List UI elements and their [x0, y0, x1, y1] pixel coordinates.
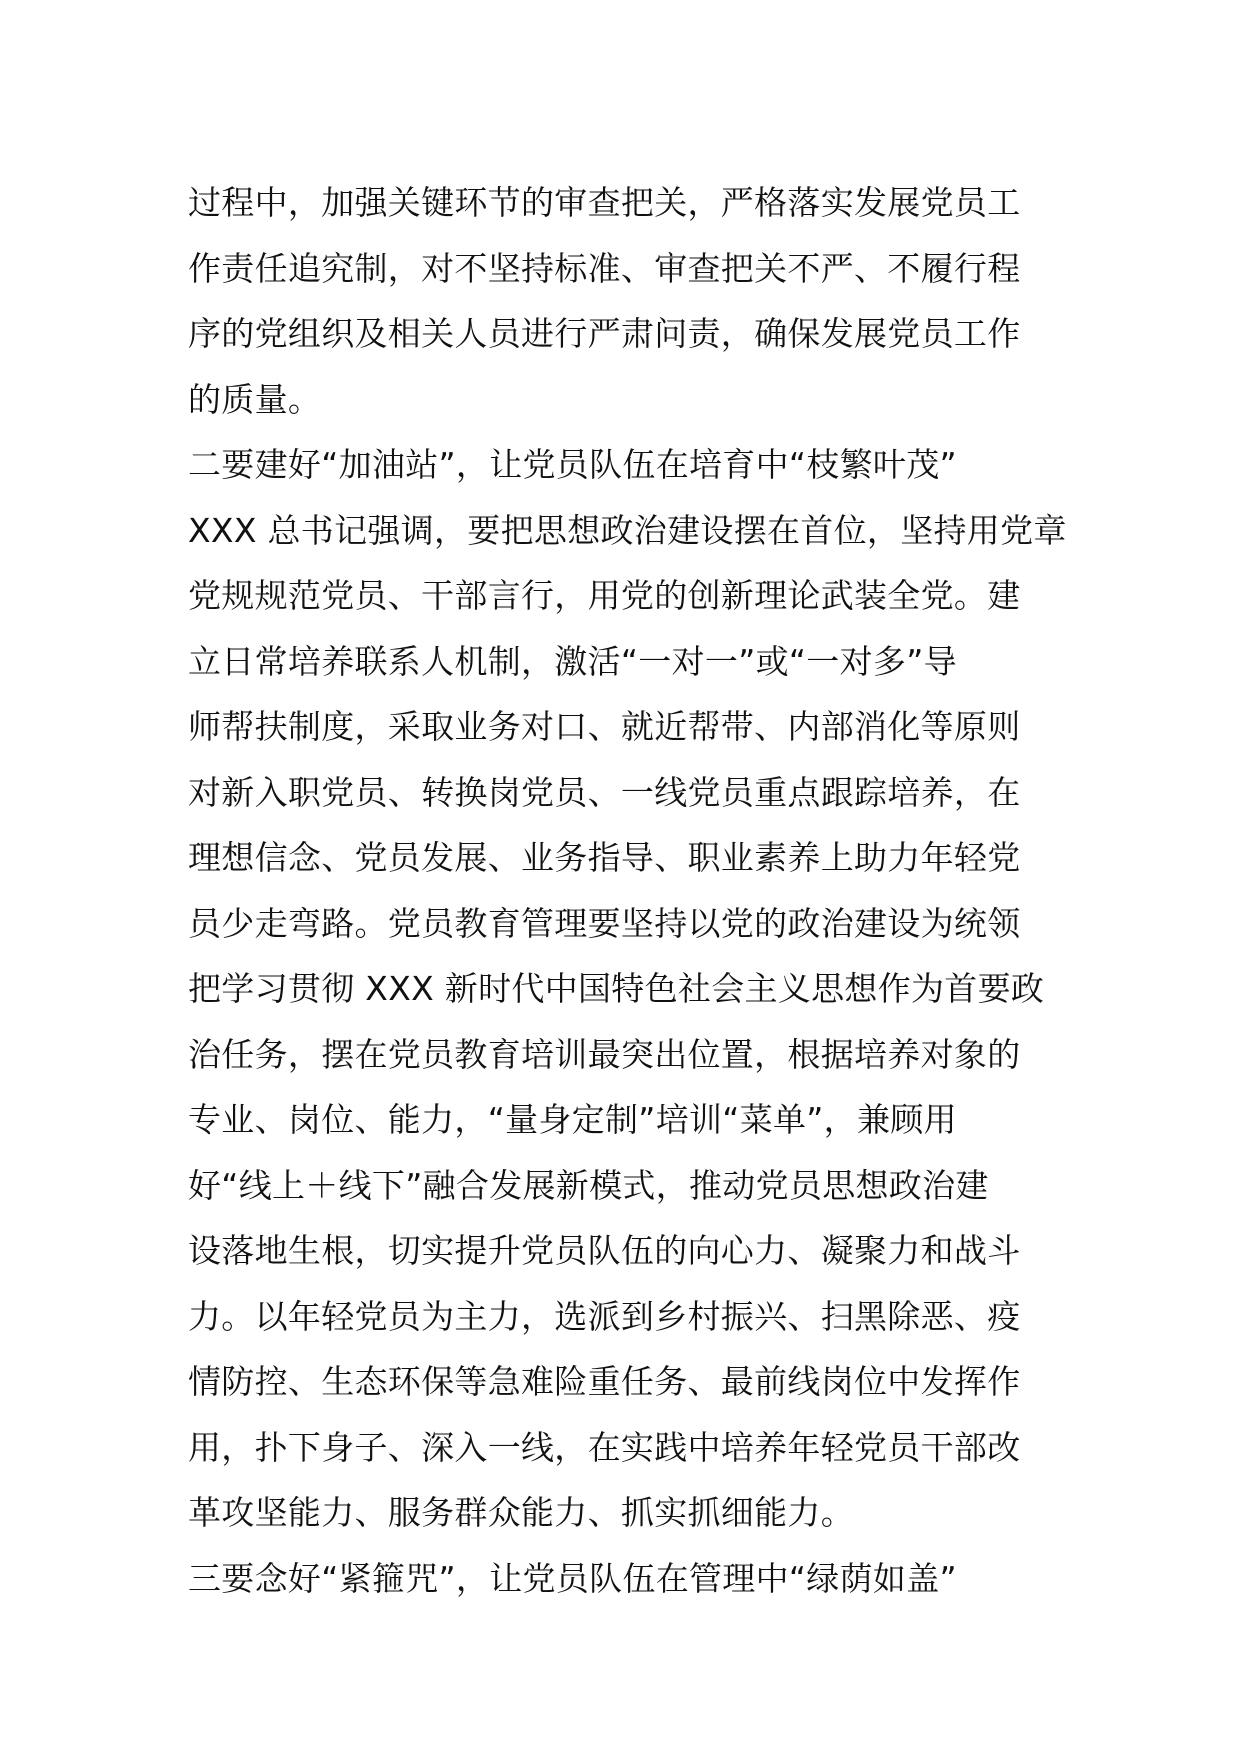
body-text — [188, 170, 1067, 1611]
text-line: 立日常培养联系人机制，激活“一对一”或“一对多”导 — [188, 641, 957, 681]
text-line: 用，扑下身子、深入一线，在实践中培养年轻党员干部改 — [188, 1427, 1021, 1467]
text-line: 情防控、生态环保等急难险重任务、最前线岗位中发挥作 — [188, 1362, 1021, 1401]
text-line: 设落地生根，切实提升党员队伍的向心力、凝聚力和战斗 — [188, 1231, 1021, 1270]
text-line: 作责任追究制，对不坚持标准、审查把关不严、不履行程 — [188, 248, 1021, 288]
text-line: 对新入职党员、转换岗党员、一线党员重点跟踪培养，在 — [188, 772, 1021, 812]
text-line: 理想信念、党员发展、业务指导、职业素养上助力年轻党 — [188, 838, 1021, 877]
text-line: 序的党组织及相关人员进行严肃问责，确保发展党员工作 — [188, 314, 1021, 353]
text-line: XXX 总书记强调，要把思想政治建设摆在首位，坚持用党章 — [188, 510, 1067, 550]
text-line: 好“线上＋线下”融合发展新模式，推动党员思想政治建 — [188, 1165, 989, 1205]
section-heading-3: 三要念好“紧箍咒”，让党员队伍在管理中“绿荫如盖” — [188, 1558, 957, 1598]
text-line: 治任务，摆在党员教育培训最突出位置，根据培养对象的 — [188, 1034, 1021, 1074]
text-line: 力。以年轻党员为主力，选派到乡村振兴、扫黑除恶、疫 — [188, 1296, 1021, 1336]
text-line: 师帮扶制度，采取业务对口、就近帮带、内部消化等原则 — [188, 707, 1021, 746]
text-line: 革攻坚能力、服务群众能力、抓实抓细能力。 — [188, 1493, 854, 1532]
text-line: 专业、岗位、能力，“量身定制”培训“菜单”，兼顾用 — [188, 1100, 957, 1139]
text-line: 的质量。 — [188, 379, 322, 419]
section-heading-2: 二要建好“加油站”，让党员队伍在培育中“枝繁叶茂” — [188, 445, 957, 484]
text-line: 过程中，加强关键环节的审查把关，严格落实发展党员工 — [188, 183, 1021, 222]
text-line: 员少走弯路。党员教育管理要坚持以党的政治建设为统领 — [188, 903, 1021, 943]
text-line: 党规规范党员、干部言行，用党的创新理论武装全党。建 — [188, 576, 1021, 615]
text-line: 把学习贯彻 XXX 新时代中国特色社会主义思想作为首要政 — [188, 969, 1045, 1008]
